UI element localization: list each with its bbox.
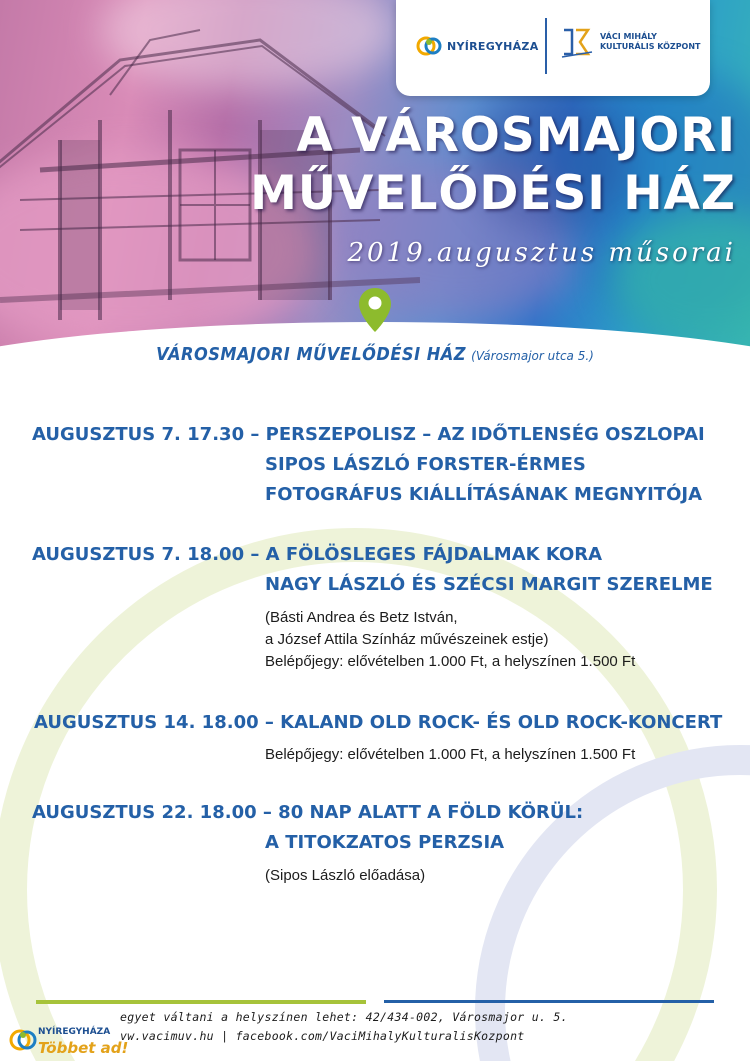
event-date: AUGUSZTUS 22. 18.00 –: [32, 802, 272, 823]
tobbet-slogan-text: Többet ad!: [38, 1039, 129, 1057]
vaci-mihaly-line1: VÁCI MIHÁLY: [600, 32, 657, 41]
event-title-line: KALAND OLD ROCK- ÉS OLD ROCK-KONCERT: [280, 712, 723, 733]
event-note-line: a József Attila Színház művészeinek estje): [265, 631, 549, 648]
event-item: [32, 420, 705, 450]
event-notes: [265, 865, 425, 887]
footer-ticket-info: egyet váltani a helyszínen lehet: 42/434-002, Városmajor u. 5.: [120, 1010, 568, 1024]
venue-line: [0, 344, 750, 365]
venue-name: VÁROSMAJORI MŰVELŐDÉSI HÁZ: [156, 344, 467, 365]
event-title-line: SIPOS LÁSZLÓ FORSTER-ÉRMES: [265, 454, 586, 475]
event-title-line: 80 NAP ALATT A FÖLD KÖRÜL:: [278, 802, 584, 823]
event-note-line: Belépőjegy: elővételben 1.000 Ft, a helyszínen 1.500 Ft: [265, 653, 636, 670]
vaci-mihaly-emblem-icon: [560, 24, 594, 60]
event-title-line: A TITOKZATOS PERZSIA: [265, 832, 505, 853]
event-date: AUGUSZTUS 7. 18.00 –: [32, 544, 260, 565]
tobbet-city-text: NYÍREGYHÁZA: [38, 1027, 111, 1037]
event-date: AUGUSZTUS 7. 17.30 –: [32, 424, 260, 445]
event-item: [32, 798, 583, 828]
event-notes: [265, 744, 635, 766]
footer-web-links: vw.vacimuv.hu | facebook.com/VaciMihalyKulturalisKozpont: [120, 1029, 525, 1043]
event-note-line: (Sipos László előadása): [265, 867, 426, 884]
event-title-line: A FÖLÖSLEGES FÁJDALMAK KORA: [265, 544, 603, 565]
event-note-line: (Básti Andrea és Betz István,: [265, 609, 458, 626]
event-title-line: FOTOGRÁFUS KIÁLLÍTÁSÁNAK MEGNYITÓJA: [265, 484, 703, 505]
title-line1: A VÁROSMAJORI: [296, 108, 736, 163]
nyiregyhaza-logo: [416, 32, 539, 60]
event-title-continuation: [265, 570, 713, 600]
event-title-line: NAGY LÁSZLÓ ÉS SZÉCSI MARGIT SZERELME: [265, 574, 713, 595]
event-title-line: PERSZEPOLISZ – AZ IDŐTLENSÉG OSZLOPAI: [265, 424, 705, 445]
logo-separator: [545, 18, 547, 74]
tobbet-ad-logo: [8, 1020, 136, 1058]
event-date: AUGUSZTUS 14. 18.00 –: [34, 712, 274, 733]
title-line2: MŰVELŐDÉSI HÁZ: [250, 166, 736, 221]
poster-title: [176, 108, 736, 221]
event-note-line: Belépőjegy: elővételben 1.000 Ft, a helyszínen 1.500 Ft: [265, 746, 636, 763]
event-title-continuation: [265, 450, 702, 510]
location-pin-icon: [357, 286, 393, 334]
footer-rule-blue: [384, 1000, 714, 1003]
vaci-mihaly-logo: [560, 24, 701, 60]
nyiregyhaza-emblem-icon: [416, 33, 442, 59]
event-item: [34, 708, 722, 738]
poster-subtitle: 2019.augusztus műsorai: [347, 238, 736, 268]
venue-address: (Városmajor utca 5.): [471, 349, 594, 363]
nyiregyhaza-logo-text: NYÍREGYHÁZA: [447, 39, 539, 53]
footer-rule-green: [36, 1000, 366, 1004]
vaci-mihaly-line2: KULTURÁLIS KÖZPONT: [600, 42, 701, 51]
event-item: [32, 540, 602, 570]
event-title-continuation: [265, 828, 504, 858]
event-notes: [265, 607, 635, 673]
logo-card: [396, 0, 710, 96]
